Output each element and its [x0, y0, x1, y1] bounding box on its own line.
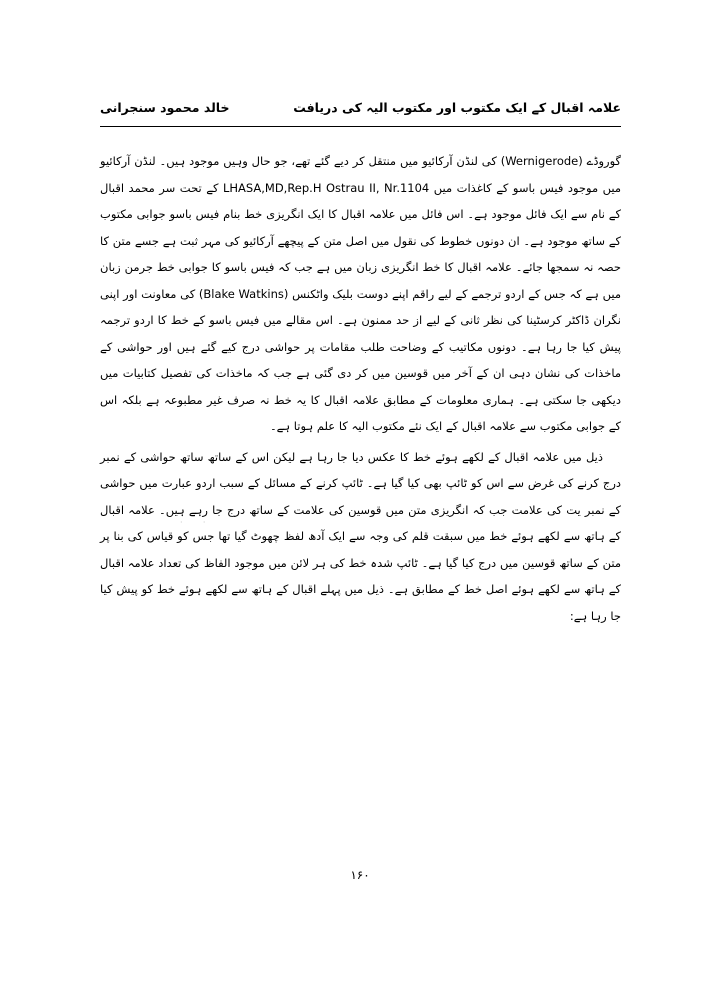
page-number: ۱۶۰ [350, 868, 370, 882]
scan-artifact: · · [180, 518, 206, 527]
paragraph-1: گوروڈے (Wernigerode) کی لنڈن آرکائیو میں منتقل کر دیے گئے تھے، جو حال وہیں موجود ہیں۔ لنڈن آرکائیو میں موجود فیس باسو کے کاغذات میں LHASA,MD,Rep.H Ostrau II, Nr.1104 کے تحت سر محمد اقبال کے نام سے ایک فائل موجود ہے۔ اس فائل میں علامہ اقبال کا ایک انگریزی خط بنام فیس باسو جوابی مکتوب کے ساتھ موجود ہے۔ ان دونوں خطوط کی نقول میں اصل متن کے پیچھے آرکائیو کی مہر ثبت ہے جسے متن کا حصہ نہ سمجھا جائے۔ علامہ اقبال کا خط انگریزی زبان میں ہے جب کہ فیس باسو کا جوابی خط جرمن زبان میں ہے کہ جس کے اردو ترجمے کے لیے راقم اپنے دوست بلیک واٹکنس (Blake Watkins) کی معاونت اور اپنی نگران ڈاکٹر کرسٹینا کی نظر ثانی کے لیے از حد ممنون ہے۔ اس مقالے میں فیس باسو کے خط کا اردو ترجمہ پیش کیا جا رہا ہے۔ دونوں مکاتیب کے وضاحت طلب مقامات پر حواشی درج کیے گئے ہیں اور حواشی کے ماخذات کی نشان دہی ان کے آخر میں قوسین میں کر دی گئی ہے جب کہ ماخذات کی تفصیل کتابیات میں دیکھی جا سکتی ہے۔ ہماری معلومات کے مطابق علامہ اقبال کا یہ خط نہ صرف غیر مطبوعہ ہے بلکہ اس کے جوابی مکتوب سے علامہ اقبال کے ایک نئے مکتوب الیہ کا علم ہوتا ہے۔ [100, 154, 622, 433]
paragraph-2: ذیل میں علامہ اقبال کے لکھے ہوئے خط کا عکس دیا جا رہا ہے لیکن اس کے ساتھ ساتھ حواشی کے نمبر درج کرنے کی غرض سے اس کو ٹائپ بھی کیا گیا ہے۔ ٹائپ کرنے کے مسائل کے سبب اردو عبارت میں حواشی کے نمبر یت کی علامت جب کہ انگریزی متن میں قوسین کی علامت کے ساتھ درج جا رہے ہیں۔ علامہ اقبال کے ہاتھ سے لکھے ہوئے خط میں سبقت قلم کی وجہ سے ایک آدھ لفظ چھوٹ گیا تھا جس کو قیاس کی بنا پر متن کے ساتھ قوسین میں درج کیا گیا ہے۔ ٹائپ شدہ خط کی ہر لائن میں موجود الفاظ کی تعداد علامہ اقبال کے ہاتھ سے لکھے ہوئے اصل خط کے مطابق ہے۔ ذیل میں پہلے اقبال کے ہاتھ سے لکھے ہوئے خط کو پیش کیا جا رہا ہے: [100, 449, 621, 623]
running-header [100, 100, 621, 124]
body-text [100, 148, 621, 629]
header-rule [100, 126, 621, 127]
author-name: خالد محمود سنجرانی [100, 100, 230, 115]
article-title: علامہ اقبال کے ایک مکتوب اور مکتوب الیہ کی دریافت [293, 100, 621, 115]
